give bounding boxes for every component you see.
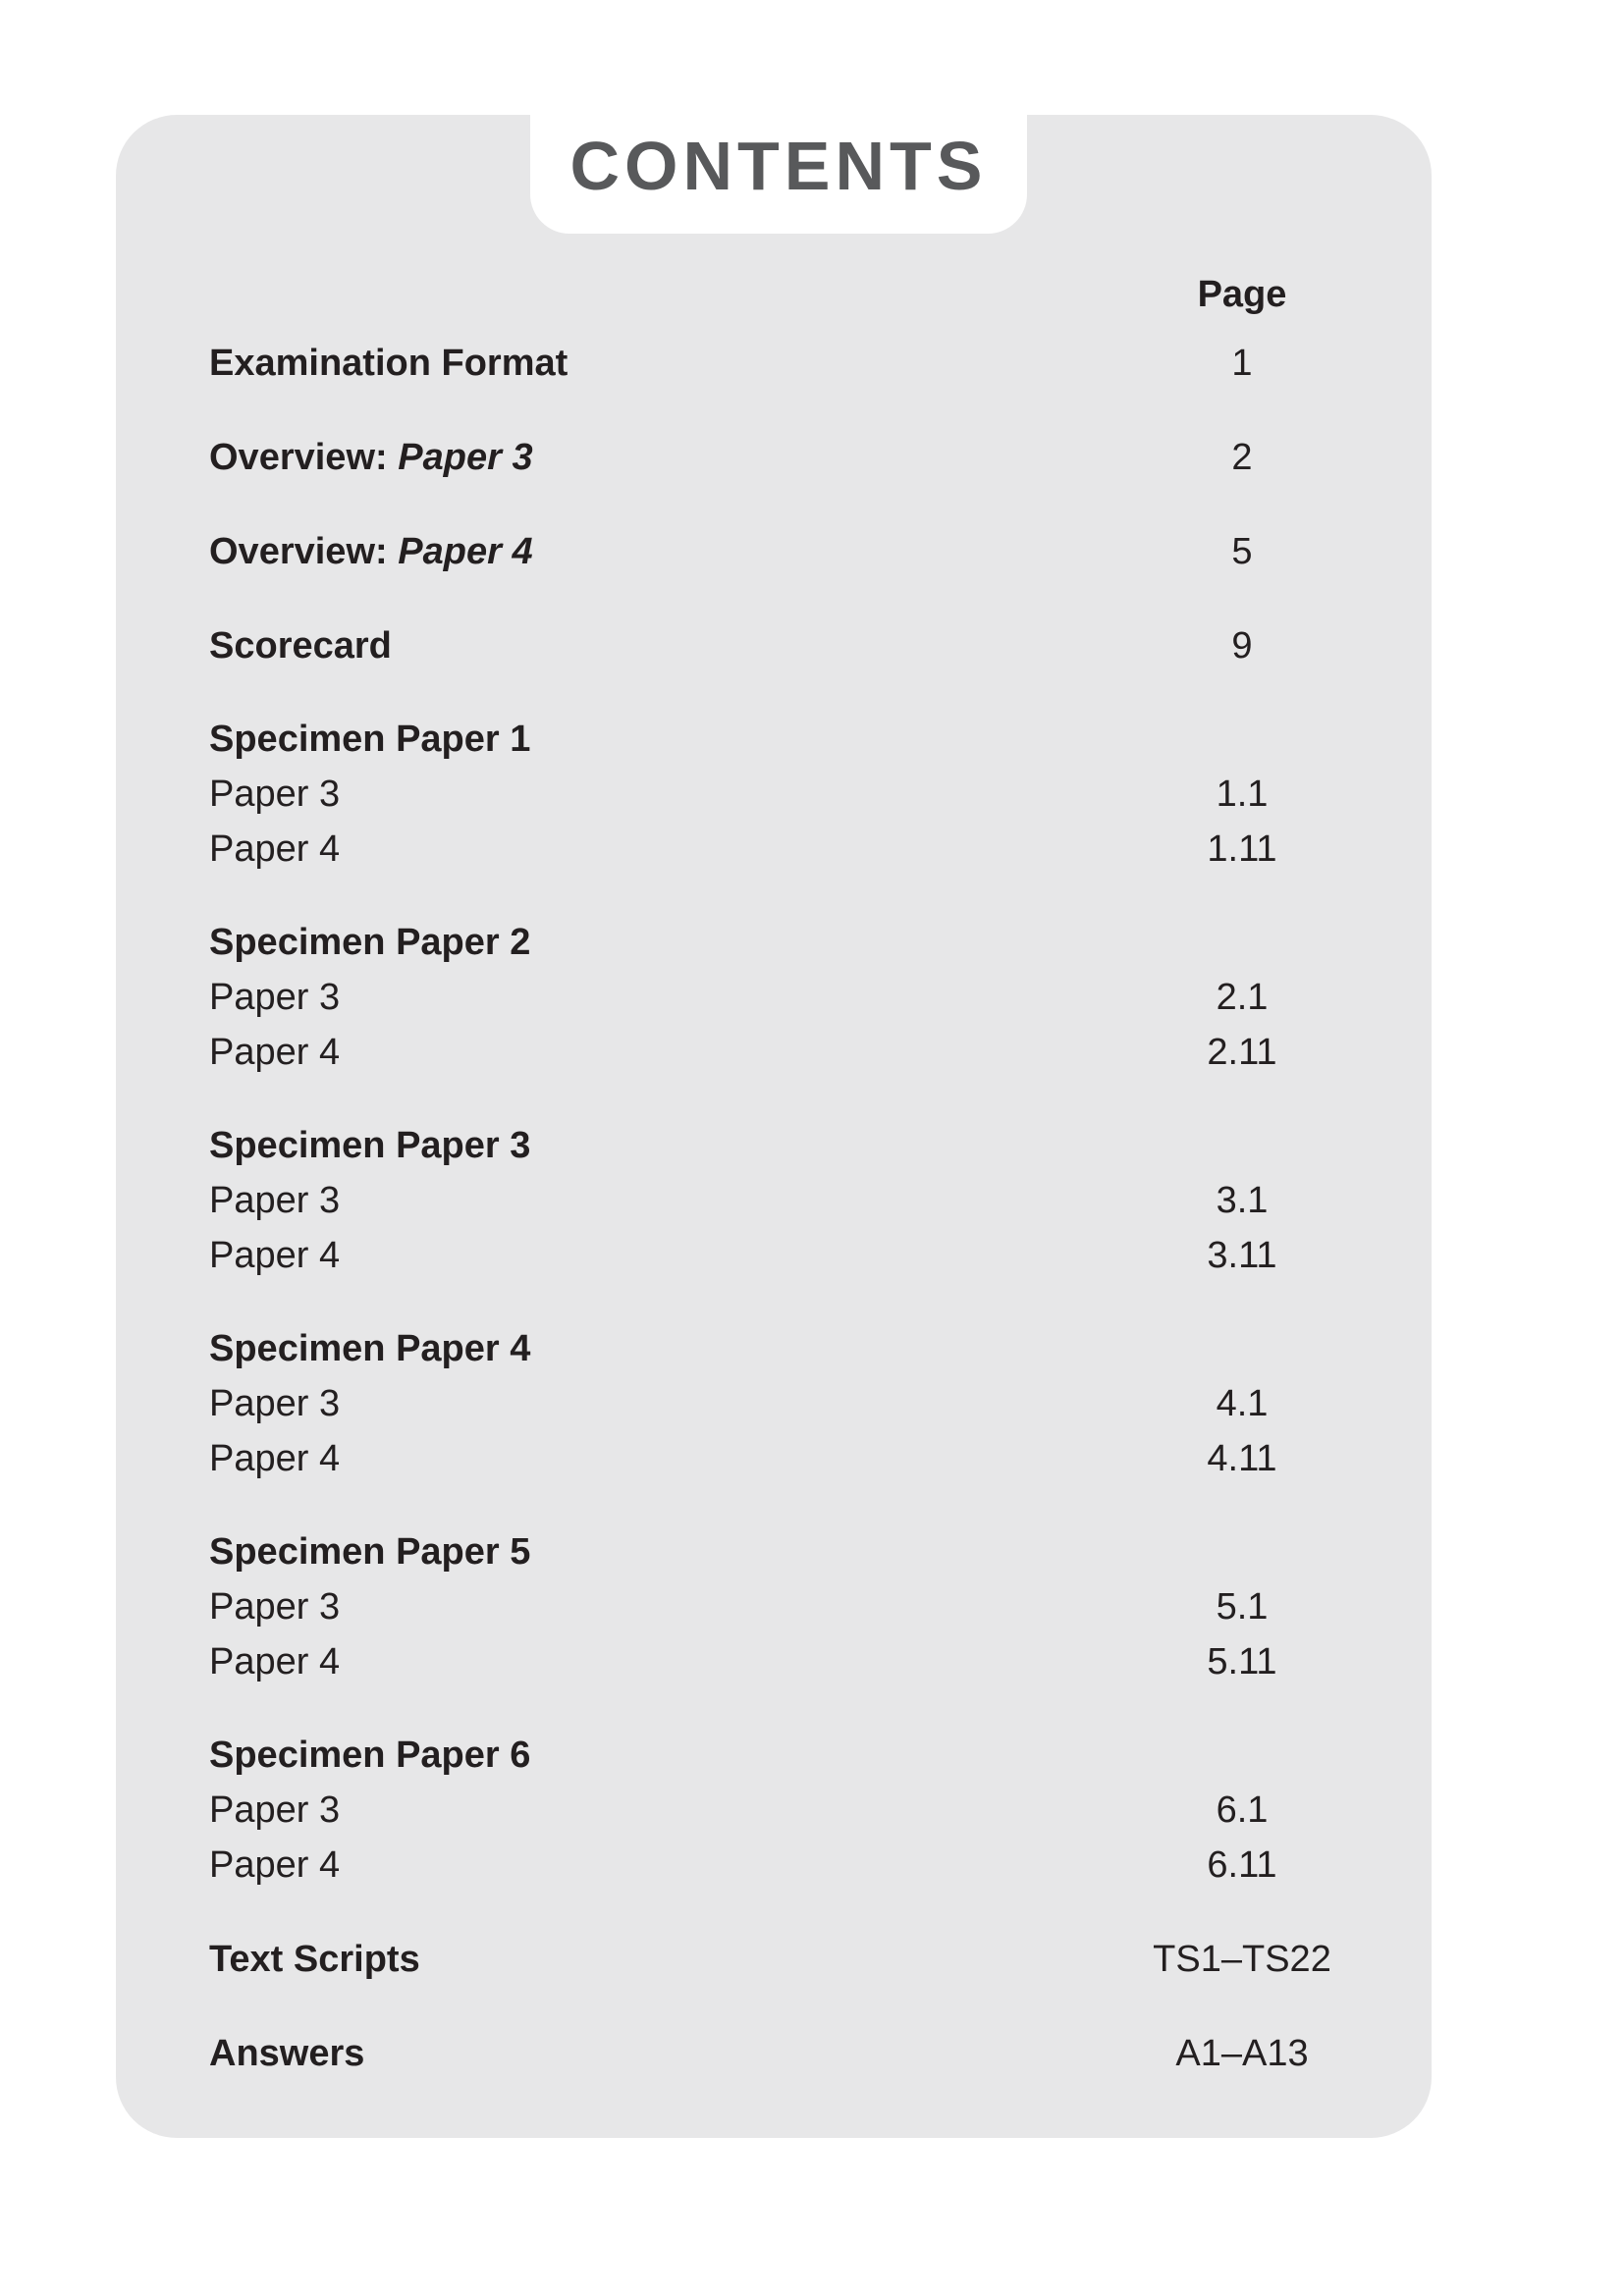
toc-group [209, 1532, 1335, 1682]
toc-entry-text: Paper 3 [209, 1586, 341, 1628]
toc-entry-page-number: 9 [1231, 625, 1253, 667]
toc-entry-label [209, 438, 1149, 477]
toc-sub-row [209, 1642, 1335, 1682]
toc-entry-page-number: 6.1 [1216, 1789, 1269, 1831]
toc-row [209, 438, 1335, 477]
page-title: CONTENTS [569, 128, 988, 204]
toc-entry-label [209, 1790, 1149, 1830]
toc-entry-text: Paper 4 [209, 1438, 341, 1479]
toc-group-header-row [209, 1532, 1335, 1572]
toc-entry-text: Specimen Paper 6 [209, 1735, 531, 1776]
toc-entry-page-number: 4.1 [1216, 1383, 1269, 1424]
toc-entry-text: Text Scripts [209, 1939, 420, 1980]
toc-row [209, 344, 1335, 383]
toc-entry-text: Overview: [209, 437, 388, 478]
toc-entry-label [209, 1735, 1149, 1775]
toc-entry-text: Specimen Paper 5 [209, 1531, 531, 1573]
toc-entry-page-number: 5 [1231, 531, 1253, 572]
toc-sub-row [209, 1181, 1335, 1220]
toc-entry-label [209, 720, 1149, 759]
toc-group-header-row [209, 923, 1335, 962]
toc-entry-page-number: 1 [1231, 343, 1253, 384]
toc-entry-page-number: 2.1 [1216, 977, 1269, 1018]
toc-group [209, 1735, 1335, 1885]
toc-group [209, 720, 1335, 869]
toc-entry-label [209, 1532, 1149, 1572]
toc-row [209, 1940, 1335, 1979]
toc-entry-label [209, 1181, 1149, 1220]
toc-entry-label [209, 1642, 1149, 1682]
toc-group [209, 1126, 1335, 1275]
toc-entry-text: Specimen Paper 2 [209, 922, 531, 963]
toc-row [209, 626, 1335, 666]
toc-entry-text: Paper 3 [209, 1383, 341, 1424]
toc-group-header-row [209, 1735, 1335, 1775]
toc-entry-text: Paper 3 [209, 977, 341, 1018]
toc-sub-row [209, 1587, 1335, 1627]
toc-entry-label [209, 1033, 1149, 1072]
toc-entry-label [209, 1236, 1149, 1275]
toc-entry-page-number: A1–A13 [1175, 2033, 1309, 2074]
toc-entry-page-number: TS1–TS22 [1153, 1939, 1331, 1980]
toc-sub-row [209, 1439, 1335, 1478]
toc-column-header-row [209, 275, 1335, 314]
toc-entry-text: Overview: [209, 531, 388, 572]
toc-entry-text: Examination Format [209, 343, 568, 384]
toc-row [209, 532, 1335, 571]
toc-entry-page-number: 4.11 [1207, 1438, 1277, 1479]
toc [116, 115, 1432, 2073]
toc-entry-page-number: 5.1 [1216, 1586, 1269, 1628]
toc-entry-page-number: 1.11 [1207, 828, 1277, 870]
toc-group [209, 1329, 1335, 1478]
toc-group-header-row [209, 1329, 1335, 1368]
toc-entry-label [209, 829, 1149, 869]
toc-row [209, 2034, 1335, 2073]
toc-entry-text: Paper 3 [209, 1789, 341, 1831]
toc-entry-italic-text: Paper 3 [398, 437, 533, 478]
toc-entry-text: Paper 3 [209, 774, 341, 815]
toc-entry-text: Specimen Paper 4 [209, 1328, 531, 1369]
toc-entry-label [209, 626, 1149, 666]
toc-entry-text: Scorecard [209, 625, 392, 667]
toc-sub-row [209, 1384, 1335, 1423]
toc-entry-page-number: 2 [1231, 437, 1253, 478]
toc-entry-label [209, 923, 1149, 962]
toc-entry-text: Paper 4 [209, 1844, 341, 1886]
toc-entry-text: Specimen Paper 1 [209, 719, 531, 760]
toc-entry-label [209, 774, 1149, 814]
toc-entry-label [209, 978, 1149, 1017]
toc-entry-label [209, 1587, 1149, 1627]
page-column-header: Page [1197, 274, 1287, 315]
toc-sub-row [209, 1236, 1335, 1275]
toc-entry-label [209, 1940, 1149, 1979]
toc-entry-label [209, 1126, 1149, 1165]
toc-entry-text: Paper 4 [209, 1032, 341, 1073]
toc-entry-label [209, 344, 1149, 383]
toc-sub-row [209, 978, 1335, 1017]
toc-entry-label [209, 1439, 1149, 1478]
toc-entry-page-number: 3.11 [1207, 1235, 1277, 1276]
toc-sub-row [209, 1033, 1335, 1072]
toc-entry-label [209, 532, 1149, 571]
toc-group [209, 923, 1335, 1072]
toc-entry-label [209, 1384, 1149, 1423]
toc-entry-label [209, 1329, 1149, 1368]
toc-entry-text: Paper 3 [209, 1180, 341, 1221]
toc-entry-page-number: 6.11 [1207, 1844, 1277, 1886]
toc-entry-page-number: 2.11 [1207, 1032, 1277, 1073]
toc-entry-page-number: 1.1 [1216, 774, 1269, 815]
toc-list [209, 344, 1335, 2073]
toc-entry-text: Paper 4 [209, 1235, 341, 1276]
toc-sub-row [209, 829, 1335, 869]
toc-sub-row [209, 1845, 1335, 1885]
toc-entry-label [209, 2034, 1149, 2073]
toc-entry-label [209, 1845, 1149, 1885]
toc-entry-italic-text: Paper 4 [398, 531, 533, 572]
toc-group-header-row [209, 1126, 1335, 1165]
toc-sub-row [209, 1790, 1335, 1830]
toc-sub-row [209, 774, 1335, 814]
toc-group-header-row [209, 720, 1335, 759]
toc-entry-page-number: 3.1 [1216, 1180, 1269, 1221]
toc-entry-text: Paper 4 [209, 1641, 341, 1682]
toc-entry-text: Answers [209, 2033, 365, 2074]
toc-entry-page-number: 5.11 [1207, 1641, 1277, 1682]
toc-entry-text: Paper 4 [209, 828, 341, 870]
toc-entry-text: Specimen Paper 3 [209, 1125, 531, 1166]
